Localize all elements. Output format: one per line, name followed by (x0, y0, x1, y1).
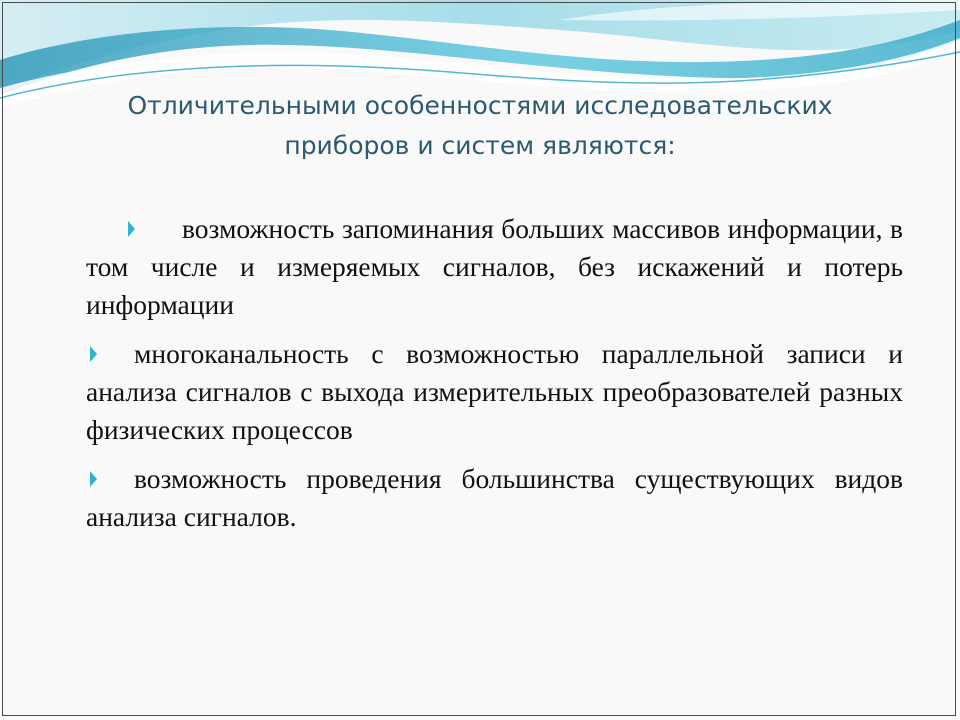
slide-title-line-2: приборов и систем являются: (284, 131, 676, 160)
triangle-right-icon (90, 471, 97, 487)
bullet-text-1: возможность запоминания больших массивов информации, в том числе и измеряемых сигналов, без искажений и потерь информации (86, 213, 903, 320)
slide-title-line-1: Отличительными особенностями исследовательских (127, 91, 833, 120)
bullet-text-2: многоканальность с возможностью параллельной записи и анализа сигналов с выхода измерительных преобразователей разных физических процессов (86, 338, 903, 445)
bullet-item-2 (86, 335, 903, 449)
triangle-right-icon (128, 221, 135, 237)
slide-title (60, 86, 900, 166)
bullet-list (86, 210, 903, 547)
triangle-right-icon (90, 346, 97, 362)
bullet-item-3 (86, 460, 903, 536)
bullet-item-1 (86, 210, 903, 324)
bullet-text-3: возможность проведения большинства существующих видов анализа сигналов. (86, 463, 903, 532)
